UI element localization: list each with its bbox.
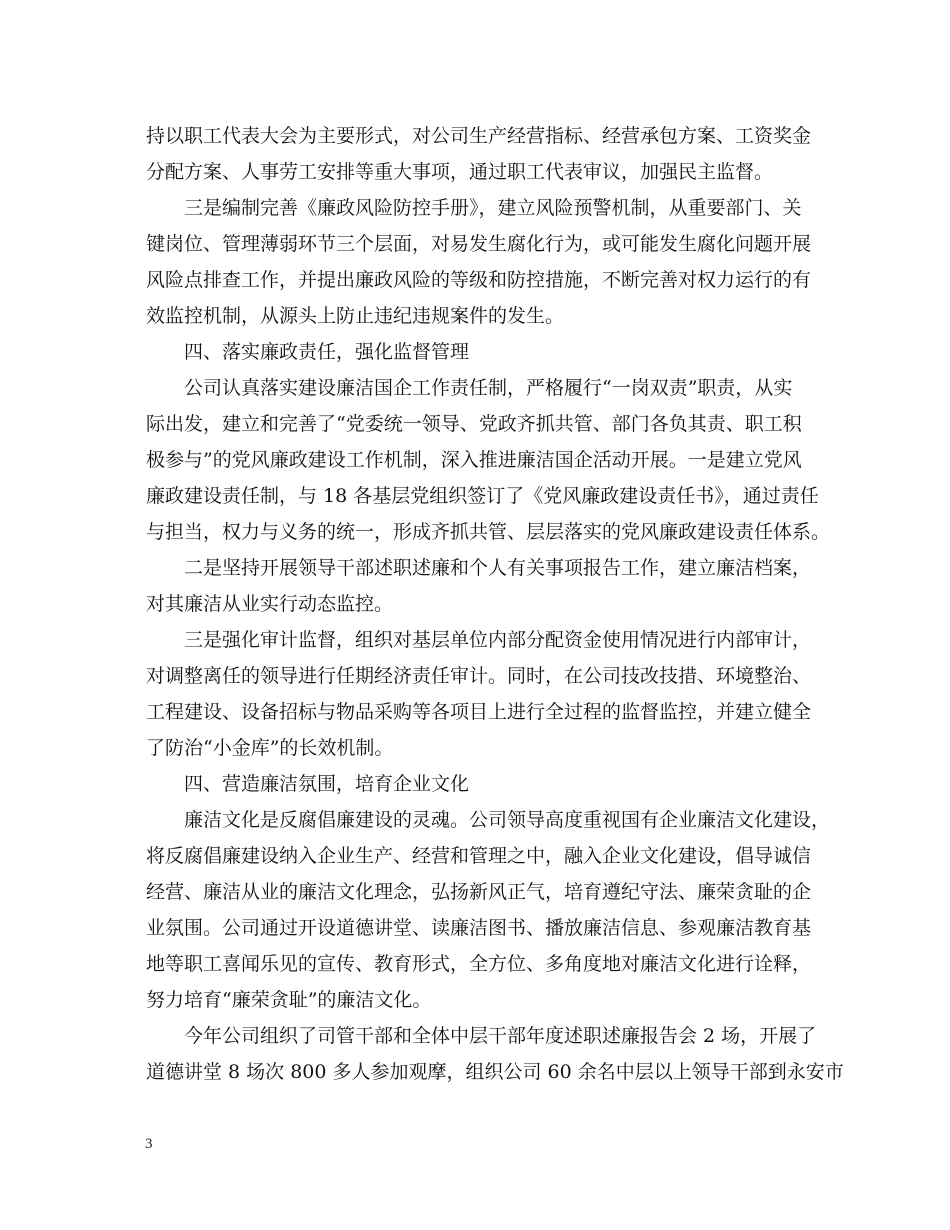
text-line: 风险点排查工作，并提出廉政风险的等级和防控措施，不断完善对权力运行的有 [146, 269, 812, 291]
text-line: 效监控机制，从源头上防止违纪违规案件的发生。 [146, 305, 565, 327]
document-body [146, 118, 844, 1090]
text-line: 廉洁文化是反腐倡廉建设的灵魂。公司领导高度重视国有企业廉洁文化建设， [184, 809, 831, 831]
text-line: 对其廉洁从业实行动态监控。 [146, 593, 394, 615]
text-line: 二是坚持开展领导干部述职述廉和个人有关事项报告工作，建立廉洁档案， [184, 557, 812, 579]
text-line: 际出发，建立和完善了“党委统一领导、党政齐抓共管、部门各负其责、职工积 [146, 413, 802, 435]
text-line: 将反腐倡廉建设纳入企业生产、经营和管理之中，融入企业文化建设，倡导诚信 [146, 845, 812, 867]
text-line: 廉政建设责任制，与 18 各基层党组织签订了《党风廉政建设责任书》，通过责任 [146, 485, 819, 507]
text-line: 三是编制完善《廉政风险防控手册》，建立风险预警机制，从重要部门、关 [184, 197, 802, 219]
text-line: 工程建设、设备招标与物品采购等各项目上进行全过程的监督监控，并建立健全 [146, 701, 812, 723]
text-line: 业氛围。公司通过开设道德讲堂、读廉洁图书、播放廉洁信息、参观廉洁教育基 [146, 917, 812, 939]
text-line: 公司认真落实建设廉洁国企工作责任制，严格履行“一岗双责”职责，从实 [184, 377, 793, 399]
text-line: 极参与”的党风廉政建设工作机制，深入推进廉洁国企活动开展。一是建立党风 [146, 449, 802, 471]
text-line: 经营、廉洁从业的廉洁文化理念，弘扬新风正气，培育遵纪守法、廉荣贪耻的企 [146, 881, 812, 903]
text-line: 三是强化审计监督，组织对基层单位内部分配资金使用情况进行内部审计， [184, 629, 812, 651]
text-line: 与担当，权力与义务的统一，形成齐抓共管、层层落实的党风廉政建设责任体系。 [146, 521, 831, 543]
text-line: 四、营造廉洁氛围，培育企业文化 [184, 773, 470, 795]
page-number: 3 [145, 1136, 153, 1152]
text-line: 努力培育“廉荣贪耻”的廉洁文化。 [146, 989, 432, 1011]
text-line: 对调整离任的领导进行任期经济责任审计。同时，在公司技改技措、环境整治、 [146, 665, 812, 687]
text-line: 分配方案、人事劳工安排等重大事项，通过职工代表审议，加强民主监督。 [146, 161, 774, 183]
text-line: 地等职工喜闻乐见的宣传、教育形式，全方位、多角度地对廉洁文化进行诠释， [146, 953, 812, 975]
text-line: 键岗位、管理薄弱环节三个层面，对易发生腐化行为，或可能发生腐化问题开展 [146, 233, 812, 255]
text-line: 四、落实廉政责任，强化监督管理 [184, 341, 470, 363]
text-line: 了防治“小金库”的长效机制。 [146, 737, 394, 759]
text-line: 道德讲堂 8 场次 800 多人参加观摩，组织公司 60 余名中层以上领导干部到永安市 [146, 1061, 844, 1083]
text-line: 持以职工代表大会为主要形式，对公司生产经营指标、经营承包方案、工资奖金 [146, 125, 812, 147]
text-line: 今年公司组织了司管干部和全体中层干部年度述职述廉报告会 2 场，开展了 [184, 1025, 817, 1047]
